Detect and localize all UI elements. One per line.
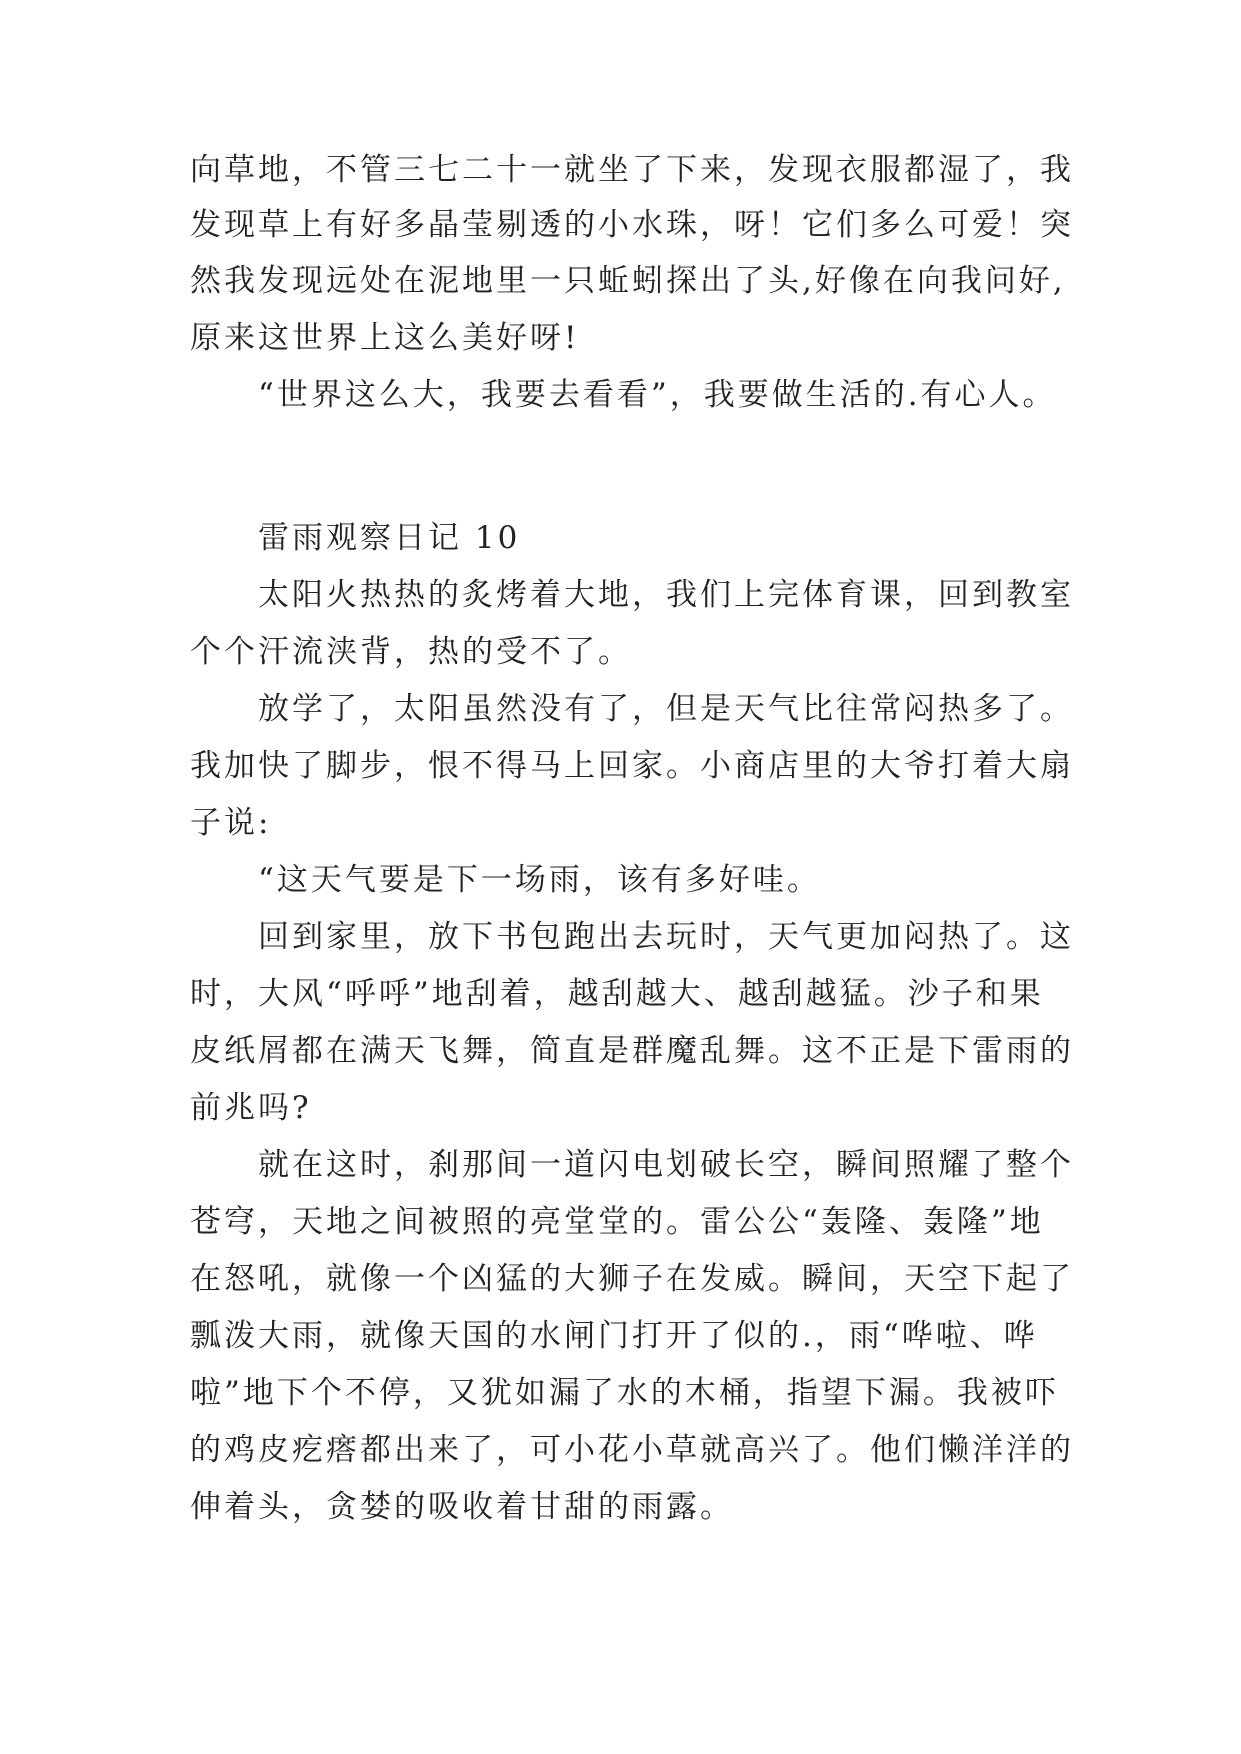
text-line: 太阳火热热的炙烤着大地，我们上完体育课，回到教室 (258, 577, 1074, 613)
text-line: 然我发现远处在泥地里一只蚯蚓探出了头,好像在向我问好, (190, 263, 1066, 299)
text-line: 发现草上有好多晶莹剔透的小水珠，呀！它们多么可爱！突 (190, 207, 1074, 243)
text-line: 我加快了脚步，恨不得马上回家。小商店里的大爷打着大扇 (190, 748, 1074, 784)
text-line: 子说: (190, 805, 272, 841)
text-line: 向草地，不管三七二十一就坐了下来，发现衣服都湿了，我 (190, 152, 1074, 188)
text-line: 放学了，太阳虽然没有了，但是天气比往常闷热多了。 (258, 691, 1074, 727)
text-line: “世界这么大，我要去看看”，我要做生活的.有心人。 (258, 377, 1057, 413)
text-line: 原来这世界上这么美好呀! (190, 320, 580, 356)
text-line: 的鸡皮疙瘩都出来了，可小花小草就高兴了。他们懒洋洋的 (190, 1432, 1074, 1468)
section-title: 雷雨观察日记 10 (258, 520, 521, 556)
text-line: 伸着头，贪婪的吸收着甘甜的雨露。 (190, 1489, 734, 1525)
text-line: 啦”地下个不停，又犹如漏了水的木桶，指望下漏。我被吓 (190, 1375, 1059, 1411)
text-line: 时，大风“呼呼”地刮着，越刮越大、越刮越猛。沙子和果 (190, 976, 1044, 1012)
text-line: 回到家里，放下书包跑出去玩时，天气更加闷热了。这 (258, 919, 1074, 955)
text-line: 前兆吗? (190, 1090, 312, 1126)
text-line: 苍穹，天地之间被照的亮堂堂的。雷公公“轰隆、轰隆”地 (190, 1204, 1044, 1240)
text-line: 瓢泼大雨，就像天国的水闸门打开了似的.，雨“哗啦、哗 (190, 1318, 1038, 1354)
text-line: 就在这时，刹那间一道闪电划破长空，瞬间照耀了整个 (258, 1147, 1074, 1183)
text-line: “这天气要是下一场雨，该有多好哇。 (258, 862, 821, 898)
text-line: 皮纸屑都在满天飞舞，简直是群魔乱舞。这不正是下雷雨的 (190, 1033, 1074, 1069)
text-line: 在怒吼，就像一个凶猛的大狮子在发威。瞬间，天空下起了 (190, 1261, 1074, 1297)
text-line: 个个汗流浃背，热的受不了。 (190, 634, 632, 670)
